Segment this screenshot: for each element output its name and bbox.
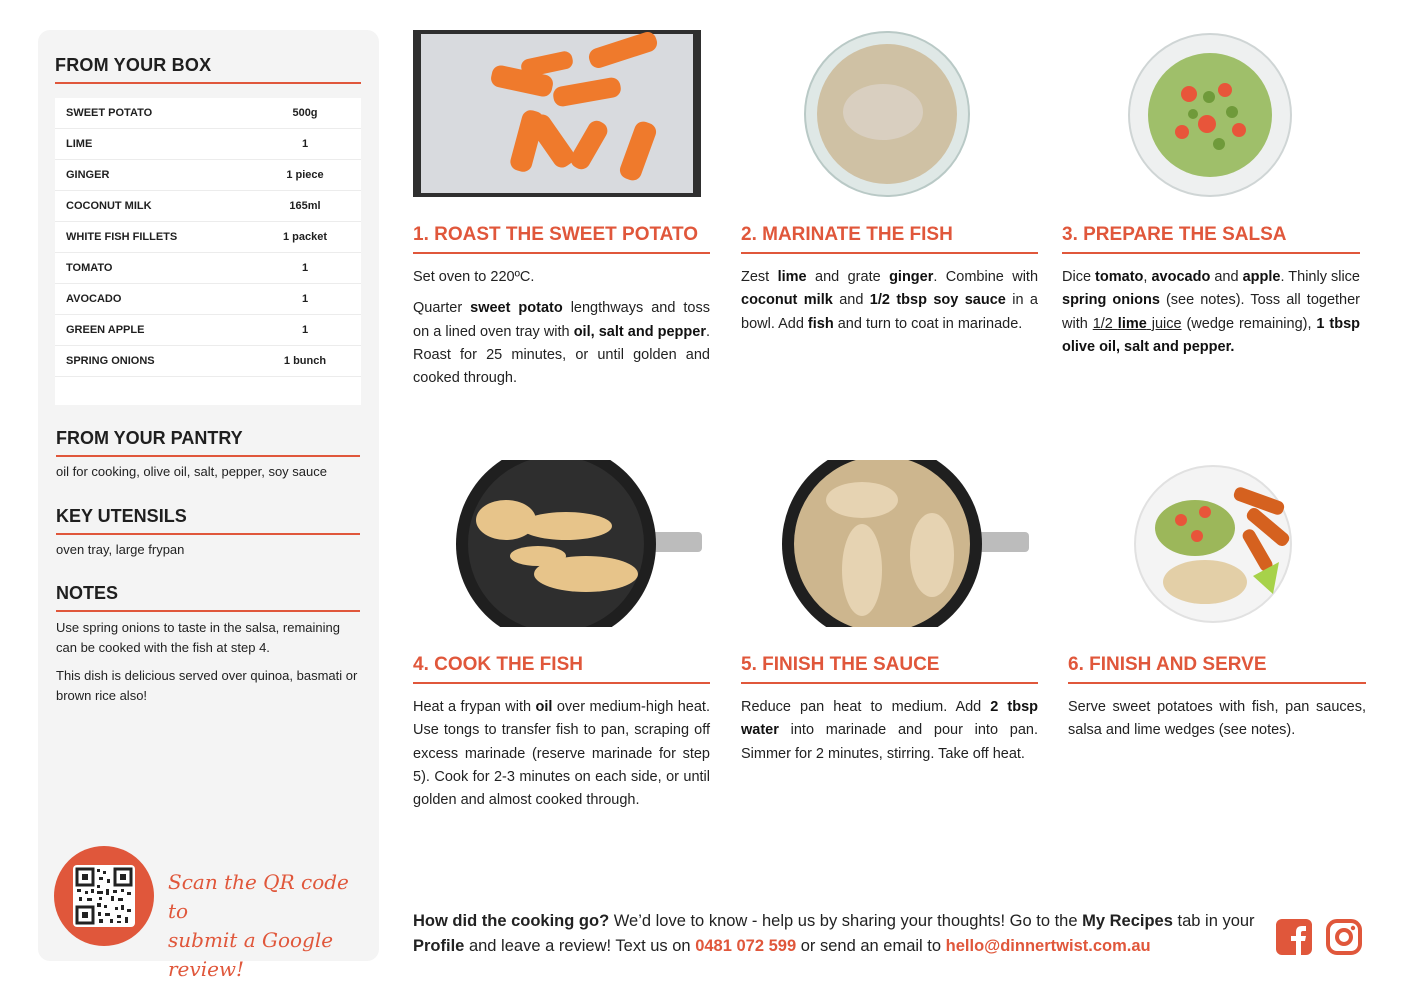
- step-text: Serve sweet potatoes with fish, pan sauces, salsa and lime wedges (see notes).: [1068, 699, 1366, 739]
- table-row: [55, 98, 361, 129]
- ingredient-qty: 1 piece: [286, 169, 324, 181]
- table-row: [55, 191, 361, 222]
- ingredient-qty: 1: [301, 293, 309, 305]
- ingredient-name: AVOCADO: [66, 293, 122, 305]
- qr-review-prompt: [168, 868, 368, 984]
- ingredient-name: GREEN APPLE: [66, 324, 145, 336]
- table-row: [55, 129, 361, 160]
- instagram-icon[interactable]: [1325, 918, 1363, 956]
- ingredient-name: TOMATO: [66, 262, 113, 274]
- step-title: 2. MARINATE THE FISH: [741, 224, 1038, 254]
- utensils-title: KEY UTENSILS: [56, 506, 360, 535]
- table-row: [55, 160, 361, 191]
- ingredient-qty: 1: [301, 324, 309, 336]
- ingredient-qty: 1 bunch: [283, 355, 327, 367]
- step-title: 1. ROAST THE SWEET POTATO: [413, 224, 710, 254]
- step-1-body: [413, 266, 710, 398]
- notes-title: NOTES: [56, 583, 360, 612]
- ingredient-name: WHITE FISH FILLETS: [66, 231, 178, 243]
- marinate-fish-photo: [803, 30, 971, 198]
- table-row: [55, 253, 361, 284]
- step-title: 5. FINISH THE SAUCE: [741, 654, 1038, 684]
- table-row: [55, 284, 361, 315]
- step-5-body: [741, 696, 1038, 774]
- step-text: Set oven to 220ºC.: [413, 269, 535, 285]
- ingredient-qty: 1: [301, 262, 309, 274]
- notes-paragraph: This dish is delicious served over quinoa, basmati or brown rice also!: [56, 668, 358, 703]
- ingredients-table: [55, 98, 361, 405]
- notes-paragraph: Use spring onions to taste in the salsa, remaining can be cooked with the fish at step 4.: [56, 620, 340, 655]
- email-link[interactable]: hello@dinnertwist.com.au: [945, 937, 1151, 955]
- qr-badge[interactable]: [54, 846, 154, 946]
- finish-sauce-pan-photo: [782, 460, 1029, 627]
- step-text: Dice tomato, avocado and apple. Thinly slice spring onions (see notes). Toss all together with 1/2 lime juice (wedge remaining), 1 tbsp olive oil, salt and pepper.: [1062, 269, 1360, 355]
- step-title: 4. COOK THE FISH: [413, 654, 710, 684]
- pantry-text: oil for cooking, olive oil, salt, pepper, soy sauce: [56, 464, 327, 479]
- ingredient-name: SWEET POTATO: [66, 107, 153, 119]
- ingredients-sidebar: [38, 30, 379, 981]
- roast-sweet-potato-photo: [413, 30, 701, 197]
- ingredient-name: GINGER: [66, 169, 110, 181]
- salsa-bowl-photo: [1127, 32, 1293, 198]
- qr-code-icon[interactable]: [73, 865, 135, 927]
- utensils-text: oven tray, large frypan: [56, 542, 185, 557]
- step-text: Quarter sweet potato lengthways and toss on a lined oven tray with oil, salt and pepper. Roast for 25 minutes, or until golden and cooked through.: [413, 300, 710, 387]
- table-row: [55, 222, 361, 253]
- qr-line: Scan the QR code to: [168, 870, 349, 923]
- step-text: Zest lime and grate ginger. Combine with coconut milk and 1/2 tbsp soy sauce in a bowl. Add fish and turn to coat in marinade.: [741, 269, 1039, 332]
- step-title: 6. FINISH AND SERVE: [1068, 654, 1366, 684]
- table-row: [55, 315, 361, 346]
- cook-fish-pan-photo: [456, 460, 702, 627]
- ingredient-name: COCONUT MILK: [66, 200, 152, 212]
- facebook-icon[interactable]: [1275, 918, 1313, 956]
- qr-line: submit a Google review!: [168, 928, 334, 981]
- ingredient-name: SPRING ONIONS: [66, 355, 155, 367]
- from-your-box-title: FROM YOUR BOX: [55, 55, 361, 84]
- step-title: 3. PREPARE THE SALSA: [1062, 224, 1360, 254]
- ingredient-qty: 500g: [292, 107, 318, 119]
- feedback-footer: How did the cooking go? We’d love to know - help us by sharing your thoughts! Go to the My Recipes tab in your Profile and leave a review! Text us on 0481 072 599 or send an email to hello@dinnertwist.com.au: [413, 912, 1255, 955]
- step-2-body: [741, 266, 1038, 344]
- step-text: Reduce pan heat to medium. Add 2 tbsp water into marinade and pour into pan. Simmer for 2 minutes, stirring. Take off heat.: [741, 699, 1039, 762]
- ingredient-qty: 1: [301, 138, 309, 150]
- ingredient-qty: 1 packet: [282, 231, 328, 243]
- ingredient-name: LIME: [66, 138, 93, 150]
- table-row: [55, 346, 361, 377]
- ingredient-qty: 165ml: [289, 200, 321, 212]
- phone-link[interactable]: 0481 072 599: [695, 937, 797, 955]
- pantry-title: FROM YOUR PANTRY: [56, 428, 360, 457]
- step-6-body: [1068, 696, 1366, 751]
- step-text: Heat a frypan with oil over medium-high heat. Use tongs to transfer fish to pan, scraping off excess marinade (reserve marinade for step 5). Cook for 2-3 minutes on each side, or until golden and almost cooked through.: [413, 699, 710, 809]
- step-3-body: [1062, 266, 1360, 367]
- notes-text: [56, 618, 362, 714]
- step-4-body: [413, 696, 710, 820]
- finished-dish-photo: [1133, 464, 1293, 624]
